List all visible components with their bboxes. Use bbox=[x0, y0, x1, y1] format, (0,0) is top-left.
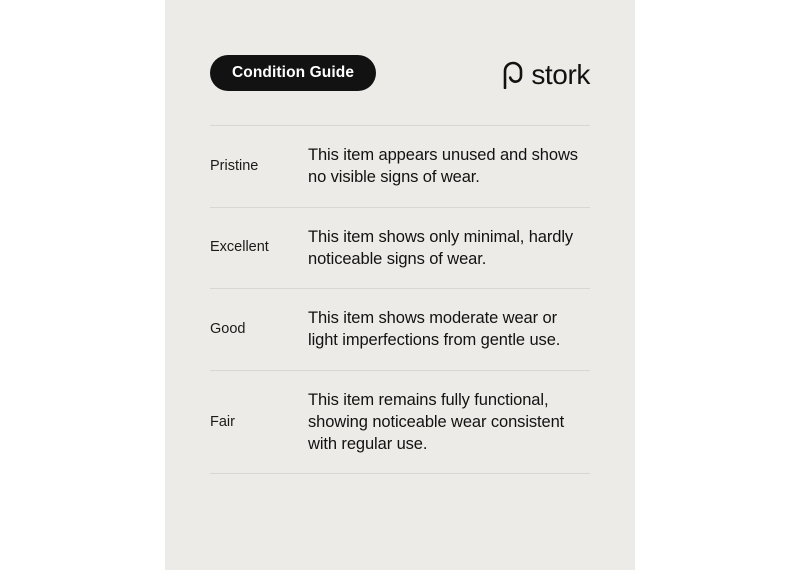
condition-description: This item remains fully functional, showing noticeable wear consistent with regular use. bbox=[308, 390, 565, 454]
stork-logo-icon bbox=[502, 59, 524, 89]
condition-description: This item shows moderate wear or light imperfections from gentle use. bbox=[308, 309, 561, 350]
brand-name: stork bbox=[531, 59, 590, 90]
condition-label: Fair bbox=[210, 413, 235, 430]
table-row bbox=[210, 125, 590, 207]
card-header bbox=[210, 55, 590, 95]
condition-description: This item shows only minimal, hardly noticeable signs of wear. bbox=[308, 227, 574, 268]
card-content bbox=[210, 0, 590, 570]
table-row bbox=[210, 288, 590, 370]
condition-label: Excellent bbox=[210, 239, 269, 256]
brand-lockup bbox=[502, 55, 590, 93]
condition-label: Pristine bbox=[210, 157, 259, 174]
condition-guide-card bbox=[165, 0, 635, 570]
condition-label: Good bbox=[210, 320, 246, 337]
condition-description: This item appears unused and shows no visible signs of wear. bbox=[308, 146, 578, 187]
table-row bbox=[210, 370, 590, 475]
condition-guide-badge: Condition Guide bbox=[210, 55, 376, 91]
table-row bbox=[210, 207, 590, 289]
condition-table bbox=[210, 125, 590, 474]
